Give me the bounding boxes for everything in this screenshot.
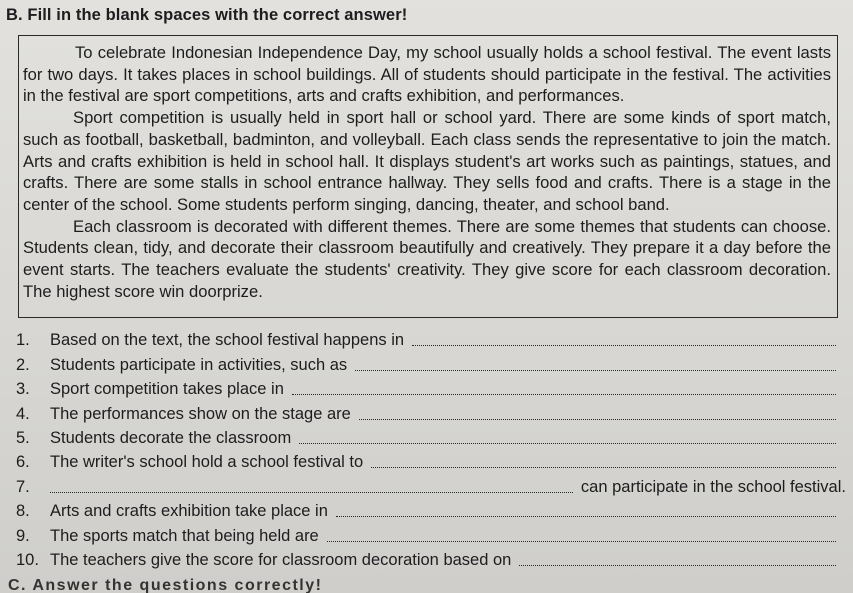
question-item [16, 448, 846, 472]
question-list [16, 326, 846, 570]
question-item [16, 326, 846, 350]
question-text: The sports match that being held are [50, 526, 319, 545]
question-item [16, 546, 846, 570]
reading-passage-box [18, 35, 838, 318]
question-text: The teachers give the score for classroom decoration based on [50, 550, 512, 569]
question-number: 5. [16, 428, 30, 447]
passage-paragraph-1: To celebrate Indonesian Independence Day, my school usually holds a school festival. The event lasts for two days. It takes places in school buildings. All of students should participate in the festival. The activities in the festival are sport competitions, arts and crafts exhibition, and performances. [23, 43, 831, 106]
question-number: 10. [16, 550, 39, 569]
question-text: can participate in the school festival. [580, 477, 846, 496]
question-text: Based on the text, the school festival happens in [50, 331, 405, 350]
question-text: Students participate in activities, such as [50, 355, 348, 374]
question-number: 2. [16, 355, 30, 374]
answer-blank[interactable] [412, 344, 836, 346]
question-number: 8. [16, 502, 30, 521]
question-text: The performances show on the stage are [50, 404, 351, 423]
question-item [16, 375, 846, 399]
question-text: The writer's school hold a school festival to [50, 453, 364, 472]
question-text: Arts and crafts exhibition take place in [50, 502, 328, 521]
question-text: Sport competition takes place in [50, 380, 284, 399]
question-item [16, 424, 846, 448]
question-number: 4. [16, 404, 30, 423]
answer-blank[interactable] [299, 442, 836, 444]
section-c-heading: C. Answer the questions correctly! [8, 577, 323, 593]
question-item [16, 497, 846, 521]
answer-blank[interactable] [359, 418, 836, 420]
question-number: 9. [16, 526, 30, 545]
question-number: 1. [16, 331, 30, 350]
answer-blank[interactable] [336, 515, 836, 517]
question-item [16, 350, 846, 374]
question-number: 7. [16, 477, 30, 496]
question-number: 3. [16, 380, 30, 399]
answer-blank[interactable] [292, 393, 836, 395]
answer-blank[interactable] [50, 491, 573, 493]
question-item [16, 472, 846, 496]
question-item [16, 399, 846, 423]
question-item [16, 521, 846, 545]
passage-paragraph-2: Sport competition is usually held in sport hall or school yard. There are some kinds of sport match, such as football, basketball, badminton, and volleyball. Each class sends the representative to join the match. Arts and crafts exhibition is held in school hall. It displays student's art works such as paintings, statues, and crafts. There are some stalls in school entrance hallway. They sells food and crafts. There is a stage in the center of the school. Some students perform singing, dancing, theater, and school band. [23, 108, 831, 214]
section-b-heading: B. Fill in the blank spaces with the correct answer! [6, 6, 408, 24]
answer-blank[interactable] [371, 466, 836, 468]
question-text: Students decorate the classroom [50, 428, 292, 447]
answer-blank[interactable] [519, 564, 836, 566]
answer-blank[interactable] [355, 369, 836, 371]
passage-paragraph-3: Each classroom is decorated with different themes. There are some themes that students can choose. Students clean, tidy, and decorate their classroom beautifully and creatively. They prepare it a day before the event starts. The teachers evaluate the students' creativity. They give score for each classroom decoration. The highest score win doorprize. [23, 216, 831, 301]
answer-blank[interactable] [327, 540, 836, 542]
question-number: 6. [16, 453, 30, 472]
